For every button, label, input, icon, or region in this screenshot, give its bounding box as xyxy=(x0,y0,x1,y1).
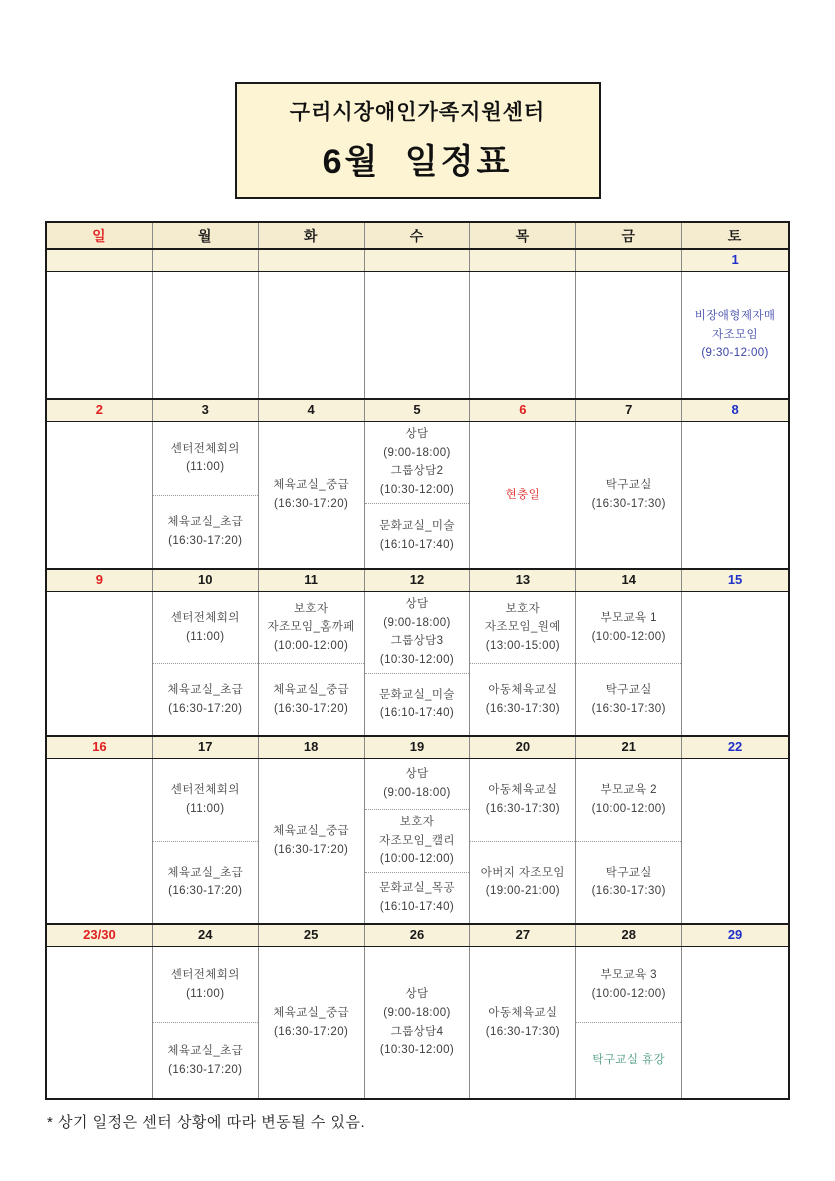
calendar-cell-sat xyxy=(682,272,788,398)
event-segment xyxy=(365,872,470,923)
calendar-cell-wed xyxy=(365,272,471,398)
weekday-header-thu: 목 xyxy=(470,223,576,248)
calendar-cell-sat xyxy=(682,592,788,735)
event-text-line: (10:30-12:00) xyxy=(379,653,455,666)
event-text-line: (10:00-12:00) xyxy=(274,639,349,652)
date-cell-sun: 9 xyxy=(47,570,153,591)
event-text-line: 탁구교실 xyxy=(605,683,652,696)
week-4-event-row xyxy=(47,759,788,925)
calendar-cell-fri xyxy=(576,272,682,398)
event-text-line: 체육교실_중급 xyxy=(273,479,350,492)
event-segment xyxy=(259,422,364,568)
calendar-cell-sat xyxy=(682,422,788,568)
event-text-line: (13:00-15:00) xyxy=(485,639,560,652)
event-text-line: 탁구교실 xyxy=(605,866,652,879)
event-segment xyxy=(682,272,788,398)
event-text-line: (16:30-17:20) xyxy=(274,702,349,715)
date-cell-sun: 16 xyxy=(47,737,153,758)
calendar-cell-mon xyxy=(153,759,259,923)
calendar-cell-fri xyxy=(576,947,682,1098)
calendar-cell-mon xyxy=(153,422,259,568)
date-cell-wed: 19 xyxy=(365,737,471,758)
calendar-cell-sun xyxy=(47,759,153,923)
calendar-cell-thu xyxy=(470,947,576,1098)
date-cell-mon: 24 xyxy=(153,925,259,946)
event-text-line: 자조모임 xyxy=(712,328,759,341)
event-segment xyxy=(470,841,575,924)
event-text-line: (16:30-17:30) xyxy=(591,885,666,898)
event-text-line: 그룹상담3 xyxy=(390,635,444,648)
event-text-line: 부모교육 2 xyxy=(600,784,657,797)
date-cell-mon: 3 xyxy=(153,400,259,421)
event-text-line: 현충일 xyxy=(505,488,541,501)
event-text-line: 센터전체회의 xyxy=(170,784,240,797)
calendar-cell-tue xyxy=(259,947,365,1098)
event-segment xyxy=(470,759,575,841)
event-segment xyxy=(576,841,681,924)
date-cell-sun: 23/30 xyxy=(47,925,153,946)
calendar-cell-tue xyxy=(259,422,365,568)
date-cell-wed: 12 xyxy=(365,570,471,591)
event-text-line: 탁구교실 휴강 xyxy=(592,1054,666,1067)
event-text-line: 자조모임_홈까페 xyxy=(267,621,355,634)
date-cell-tue xyxy=(259,250,365,271)
event-text-line: 탁구교실 xyxy=(605,479,652,492)
date-cell-tue: 25 xyxy=(259,925,365,946)
date-cell-sat: 22 xyxy=(727,739,743,754)
weekday-header-wed: 수 xyxy=(365,223,471,248)
date-cell-mon: 17 xyxy=(153,737,259,758)
event-text-line: (10:00-12:00) xyxy=(379,853,455,866)
event-text-line: 부모교육 3 xyxy=(600,968,657,981)
calendar-cell-sat xyxy=(682,759,788,923)
calendar-cell-sun xyxy=(47,272,153,398)
event-segment xyxy=(365,759,470,809)
event-segment xyxy=(365,422,470,503)
event-text-line: (16:30-17:30) xyxy=(485,1025,560,1038)
event-text-line: (11:00) xyxy=(186,630,225,643)
week-1-date-row xyxy=(47,250,788,272)
event-text-line: 자조모임_캘리 xyxy=(379,834,455,847)
date-cell-tue: 18 xyxy=(259,737,365,758)
date-cell-wed: 5 xyxy=(365,400,471,421)
event-text-line: (16:30-17:30) xyxy=(591,702,666,715)
date-cell-fri: 28 xyxy=(576,925,682,946)
week-2-date-row xyxy=(47,400,788,422)
event-segment xyxy=(470,422,575,568)
event-text-line: 체육교실_중급 xyxy=(273,683,350,696)
event-text-line: 자조모임_원예 xyxy=(484,621,561,634)
event-text-line: (16:10-17:40) xyxy=(379,538,455,551)
event-text-line: (10:30-12:00) xyxy=(379,483,455,496)
event-text-line: 그룹상담2 xyxy=(390,465,444,478)
calendar-cell-tue xyxy=(259,272,365,398)
event-text-line: 체육교실_초급 xyxy=(167,866,244,879)
calendar-cell-thu xyxy=(470,422,576,568)
event-text-line: (16:30-17:20) xyxy=(168,885,243,898)
event-text-line: 센터전체회의 xyxy=(170,442,240,455)
event-text-line: 체육교실_중급 xyxy=(273,825,350,838)
event-text-line: 문화교실_미술 xyxy=(379,688,455,701)
calendar-cell-wed xyxy=(365,947,471,1098)
event-text-line: 보호자 xyxy=(399,816,435,829)
calendar-cell-sat xyxy=(682,947,788,1098)
event-text-line: (9:00-18:00) xyxy=(383,446,451,459)
date-cell-sun xyxy=(47,250,153,271)
event-text-line: (16:30-17:20) xyxy=(168,702,243,715)
weekday-header-sun: 일 xyxy=(47,223,153,248)
event-text-line: 체육교실_초급 xyxy=(167,683,244,696)
event-text-line: (16:30-17:20) xyxy=(274,844,349,856)
event-segment xyxy=(365,809,470,872)
event-text-line: (16:30-17:20) xyxy=(274,498,349,510)
event-text-line: (16:10-17:40) xyxy=(379,900,455,913)
weekday-header-sat: 토 xyxy=(727,228,743,244)
calendar-cell-thu xyxy=(470,759,576,923)
event-text-line: (11:00) xyxy=(186,802,225,815)
calendar-cell-fri xyxy=(576,422,682,568)
date-cell-thu xyxy=(470,250,576,271)
event-text-line: 비장애형제자매 xyxy=(694,310,776,323)
date-cell-wed xyxy=(365,250,471,271)
event-segment xyxy=(470,592,575,663)
event-segment xyxy=(576,422,681,568)
event-segment xyxy=(470,947,575,1098)
event-segment xyxy=(259,592,364,663)
event-segment xyxy=(153,1022,258,1098)
event-text-line: 아버지 자조모임 xyxy=(480,866,565,879)
event-segment xyxy=(365,592,470,673)
event-text-line: (16:30-17:20) xyxy=(168,1063,243,1076)
event-text-line: 체육교실_초급 xyxy=(167,516,244,529)
event-text-line: 그룹상담4 xyxy=(390,1025,444,1038)
calendar-cell-sun xyxy=(47,592,153,735)
weekday-header-row xyxy=(47,223,788,250)
event-text-line: (16:10-17:40) xyxy=(379,707,455,720)
date-cell-fri: 21 xyxy=(576,737,682,758)
event-text-line: 아동체육교실 xyxy=(488,784,558,797)
calendar-table xyxy=(45,221,790,1100)
date-cell-sat: 1 xyxy=(731,252,739,267)
calendar-cell-fri xyxy=(576,759,682,923)
event-text-line: (16:30-17:20) xyxy=(168,534,243,547)
date-cell-thu: 13 xyxy=(470,570,576,591)
date-cell-fri: 14 xyxy=(576,570,682,591)
calendar-cell-thu xyxy=(470,272,576,398)
date-cell-sat: 8 xyxy=(731,402,739,417)
event-text-line: 상담 xyxy=(405,598,429,610)
event-text-line: 문화교실_미술 xyxy=(379,520,455,533)
date-cell-mon: 10 xyxy=(153,570,259,591)
week-2-event-row xyxy=(47,422,788,570)
event-segment xyxy=(153,663,258,735)
date-cell-wed: 26 xyxy=(365,925,471,946)
event-text-line: (10:00-12:00) xyxy=(591,802,666,815)
event-segment xyxy=(365,673,470,736)
event-segment xyxy=(576,947,681,1022)
calendar-cell-wed xyxy=(365,592,471,735)
date-cell-fri: 7 xyxy=(576,400,682,421)
event-text-line: (9:00-18:00) xyxy=(383,1006,451,1019)
event-text-line: (10:30-12:00) xyxy=(379,1044,455,1057)
calendar-cell-wed xyxy=(365,422,471,568)
event-segment xyxy=(153,592,258,663)
event-text-line: 센터전체회의 xyxy=(170,968,240,981)
date-cell-fri xyxy=(576,250,682,271)
date-cell-sat: 29 xyxy=(727,927,743,942)
date-cell-sat: 15 xyxy=(727,572,743,587)
calendar-cell-fri xyxy=(576,592,682,735)
event-text-line: 부모교육 1 xyxy=(600,611,657,624)
week-3-date-row xyxy=(47,570,788,592)
event-segment xyxy=(153,495,258,569)
event-segment xyxy=(576,592,681,663)
event-text-line: (11:00) xyxy=(186,987,225,1000)
event-segment xyxy=(153,422,258,495)
calendar-cell-tue xyxy=(259,759,365,923)
title-box xyxy=(235,82,601,199)
event-segment xyxy=(576,663,681,735)
week-4-date-row xyxy=(47,737,788,759)
date-cell-thu: 20 xyxy=(470,737,576,758)
event-segment xyxy=(153,759,258,841)
event-segment xyxy=(576,1022,681,1098)
event-text-line: (9:00-18:00) xyxy=(383,787,451,800)
event-text-line: (16:30-17:30) xyxy=(591,498,666,510)
event-segment xyxy=(365,947,470,1098)
date-cell-tue: 11 xyxy=(259,570,365,591)
page-title: 6월 일정표 xyxy=(322,143,513,181)
event-text-line: 아동체육교실 xyxy=(488,1006,558,1019)
event-text-line: 보호자 xyxy=(293,602,329,615)
date-cell-mon xyxy=(153,250,259,271)
event-text-line: (19:00-21:00) xyxy=(485,885,560,898)
event-text-line: 상담 xyxy=(405,428,429,440)
week-5-date-row xyxy=(47,925,788,947)
date-cell-tue: 4 xyxy=(259,400,365,421)
calendar-cell-mon xyxy=(153,947,259,1098)
week-5-event-row xyxy=(47,947,788,1098)
week-1-event-row xyxy=(47,272,788,400)
event-text-line: (11:00) xyxy=(186,461,225,474)
date-cell-thu: 27 xyxy=(470,925,576,946)
event-segment xyxy=(365,503,470,569)
event-text-line: (9:00-18:00) xyxy=(383,616,451,629)
calendar-cell-wed xyxy=(365,759,471,923)
event-text-line: 상담 xyxy=(405,988,429,1001)
event-text-line: 센터전체회의 xyxy=(170,611,240,624)
event-text-line: 체육교실_초급 xyxy=(167,1044,244,1057)
event-segment xyxy=(259,947,364,1098)
date-cell-thu: 6 xyxy=(470,400,576,421)
event-segment xyxy=(470,663,575,735)
footer-note: * 상기 일정은 센터 상황에 따라 변동될 수 있음. xyxy=(47,1114,366,1131)
event-text-line: (10:00-12:00) xyxy=(591,987,666,1000)
event-segment xyxy=(576,759,681,841)
calendar-cell-mon xyxy=(153,272,259,398)
date-cell-sun: 2 xyxy=(47,400,153,421)
calendar-cell-thu xyxy=(470,592,576,735)
weekday-header-tue: 화 xyxy=(259,223,365,248)
event-text-line: 상담 xyxy=(405,768,429,781)
event-text-line: 체육교실_중급 xyxy=(273,1006,350,1019)
event-text-line: (16:30-17:30) xyxy=(485,702,560,715)
week-3-event-row xyxy=(47,592,788,737)
event-segment xyxy=(153,947,258,1022)
event-text-line: (9:30-12:00) xyxy=(701,347,769,360)
event-text-line: 문화교실_목공 xyxy=(379,882,455,895)
event-segment xyxy=(259,663,364,735)
event-text-line: 아동체육교실 xyxy=(488,683,558,696)
center-name: 구리시장애인가족지원센터 xyxy=(289,101,546,124)
event-segment xyxy=(153,841,258,924)
event-text-line: 보호자 xyxy=(505,602,541,615)
event-text-line: (10:00-12:00) xyxy=(591,630,666,643)
event-segment xyxy=(259,759,364,923)
event-text-line: (16:30-17:20) xyxy=(274,1025,349,1038)
weekday-header-mon: 월 xyxy=(153,223,259,248)
calendar-cell-tue xyxy=(259,592,365,735)
event-text-line: (16:30-17:30) xyxy=(485,802,560,815)
calendar-cell-sun xyxy=(47,422,153,568)
weekday-header-fri: 금 xyxy=(576,223,682,248)
calendar-cell-sun xyxy=(47,947,153,1098)
calendar-cell-mon xyxy=(153,592,259,735)
